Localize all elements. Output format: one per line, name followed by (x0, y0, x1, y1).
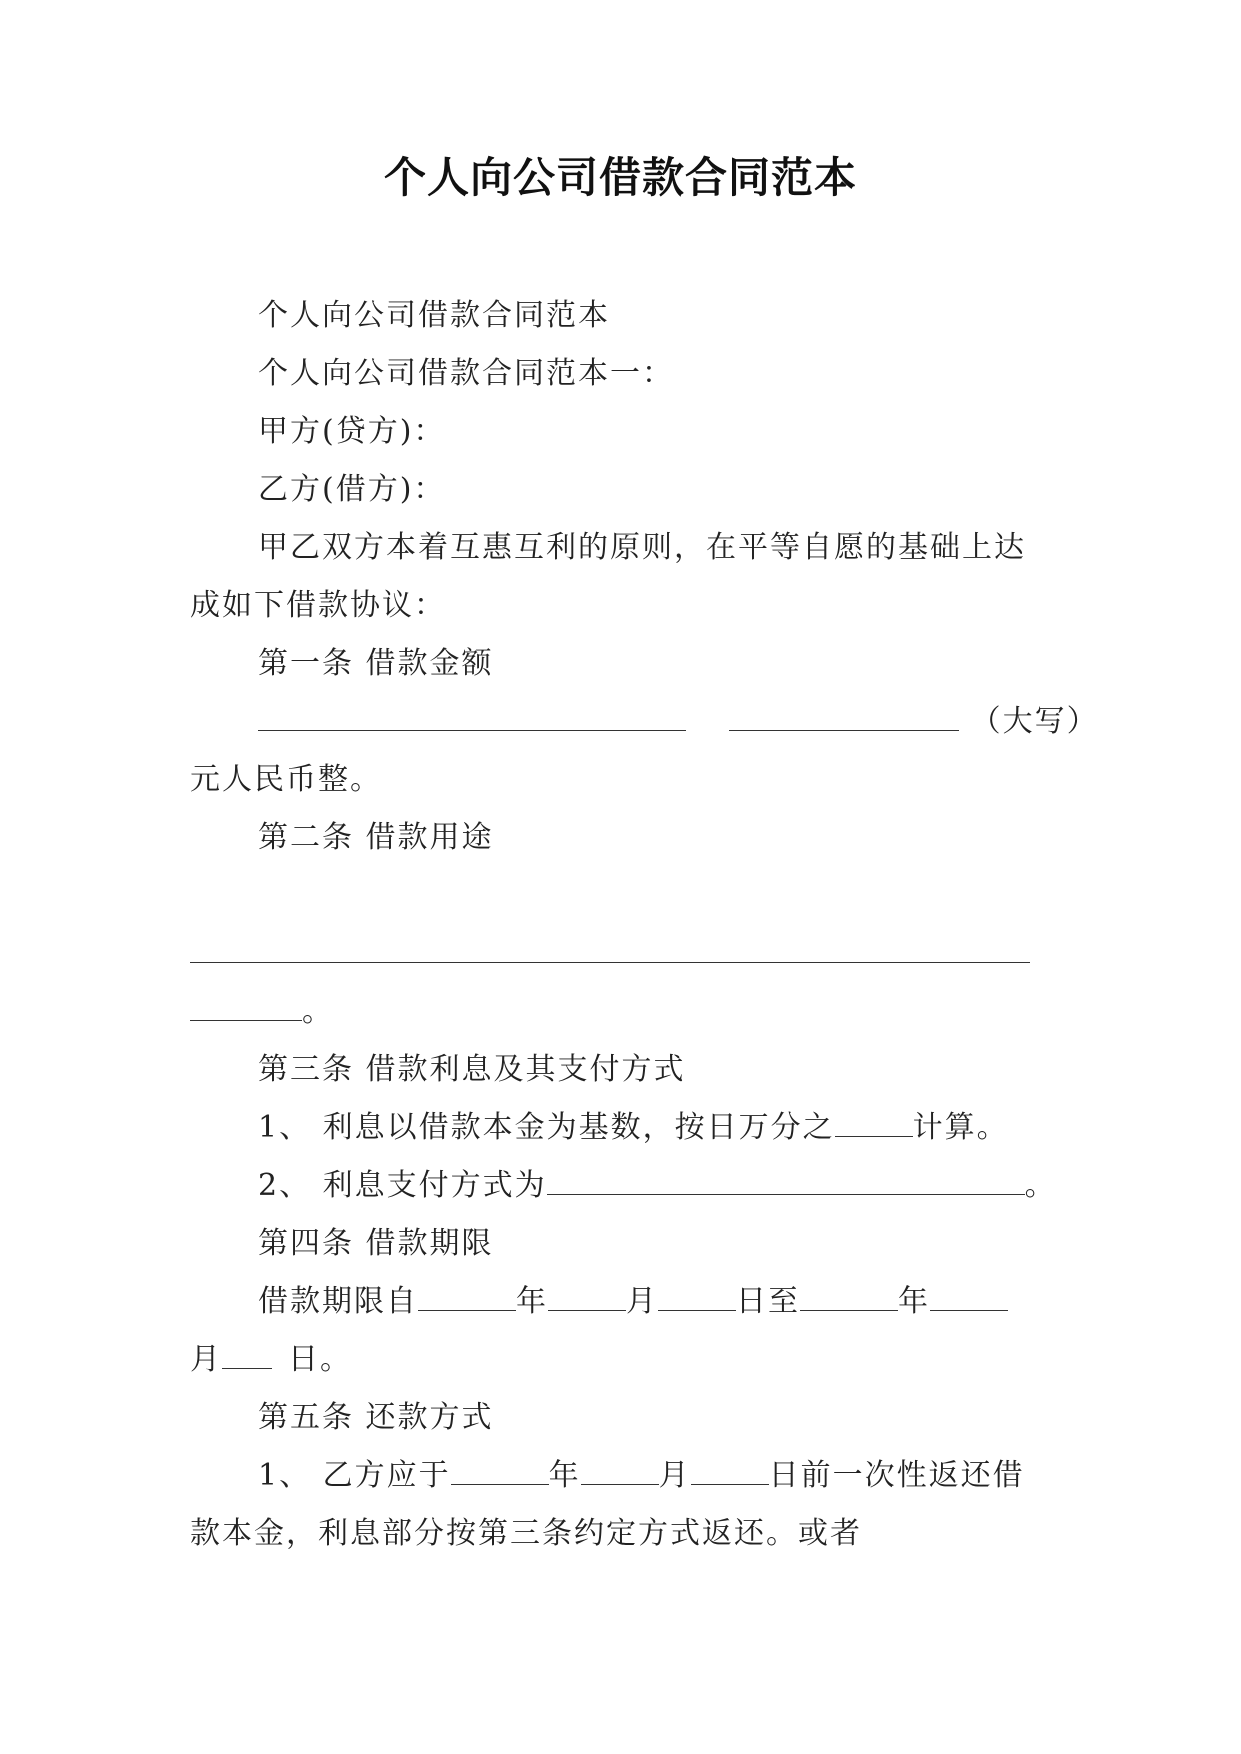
purpose-line-2 (190, 992, 334, 1032)
preamble-line-1: 甲乙双方本着互惠互利的原则，在平等自愿的基础上达 (258, 530, 1026, 565)
paragraph-subtitle: 个人向公司借款合同范本 (258, 298, 610, 333)
loan-amount-line (258, 702, 1099, 742)
end-month-label: 月 (190, 1342, 222, 1377)
purpose-blank-2[interactable] (190, 992, 302, 1021)
start-month-blank[interactable] (548, 1282, 626, 1311)
article-3-heading: 第三条 借款利息及其支付方式 (258, 1052, 686, 1087)
amount-capital-note: （大写） (970, 704, 1099, 739)
end-day-blank[interactable] (222, 1340, 272, 1369)
repay-month-blank[interactable] (581, 1456, 659, 1485)
loan-term-line (258, 1282, 1008, 1322)
repayment-line-1 (258, 1456, 1025, 1496)
article-4-heading: 第四条 借款期限 (258, 1226, 494, 1261)
end-day-label: 日。 (288, 1342, 352, 1377)
article-5-heading: 第五条 还款方式 (258, 1400, 494, 1435)
start-month-label: 月 (626, 1284, 658, 1319)
party-a-label: 甲方(贷方)： (258, 414, 446, 449)
interest-rate-line (258, 1108, 1009, 1148)
amount-words-blank[interactable] (729, 702, 959, 731)
paragraph-sample-one: 个人向公司借款合同范本一： (258, 356, 674, 391)
purpose-line-1 (190, 934, 1030, 974)
amount-blank[interactable] (258, 702, 686, 731)
interest-payment-blank[interactable] (547, 1166, 1025, 1195)
repay-year-label: 年 (548, 1458, 581, 1493)
repay-month-label: 月 (658, 1458, 691, 1493)
start-year-blank[interactable] (418, 1282, 516, 1311)
repay-year-blank[interactable] (451, 1456, 549, 1485)
start-day-blank[interactable] (658, 1282, 736, 1311)
interest-payment-line (258, 1166, 1057, 1206)
end-year-blank[interactable] (800, 1282, 898, 1311)
loan-term-from-text: 借款期限自 (258, 1284, 418, 1319)
interest-payment-text: 2、 利息支付方式为 (258, 1168, 547, 1203)
interest-calc-text: 计算。 (912, 1110, 1009, 1145)
repayment-line-2: 款本金，利息部分按第三条约定方式返还。或者 (190, 1516, 862, 1551)
repay-lump-sum-text: 日前一次性返还借 (768, 1458, 1025, 1493)
start-year-label: 年 (516, 1284, 548, 1319)
article-1-heading: 第一条 借款金额 (258, 646, 494, 681)
repay-day-blank[interactable] (691, 1456, 769, 1485)
purpose-period: 。 (302, 994, 334, 1029)
end-month-blank[interactable] (930, 1282, 1008, 1311)
article-2-heading: 第二条 借款用途 (258, 820, 494, 855)
party-b-label: 乙方(借方)： (258, 472, 446, 507)
amount-currency-text: 元人民币整。 (190, 762, 382, 797)
purpose-blank-1[interactable] (190, 934, 1030, 963)
loan-term-line-2 (190, 1340, 352, 1380)
repayment-text: 1、 乙方应于 (258, 1458, 451, 1493)
start-day-to-label: 日至 (736, 1284, 800, 1319)
interest-rate-text: 1、 利息以借款本金为基数，按日万分之 (258, 1110, 835, 1145)
document-title: 个人向公司借款合同范本 (383, 153, 857, 202)
end-year-label: 年 (898, 1284, 930, 1319)
interest-payment-period: 。 (1024, 1168, 1057, 1203)
interest-rate-blank[interactable] (835, 1108, 913, 1137)
preamble-line-2: 成如下借款协议： (190, 588, 446, 623)
